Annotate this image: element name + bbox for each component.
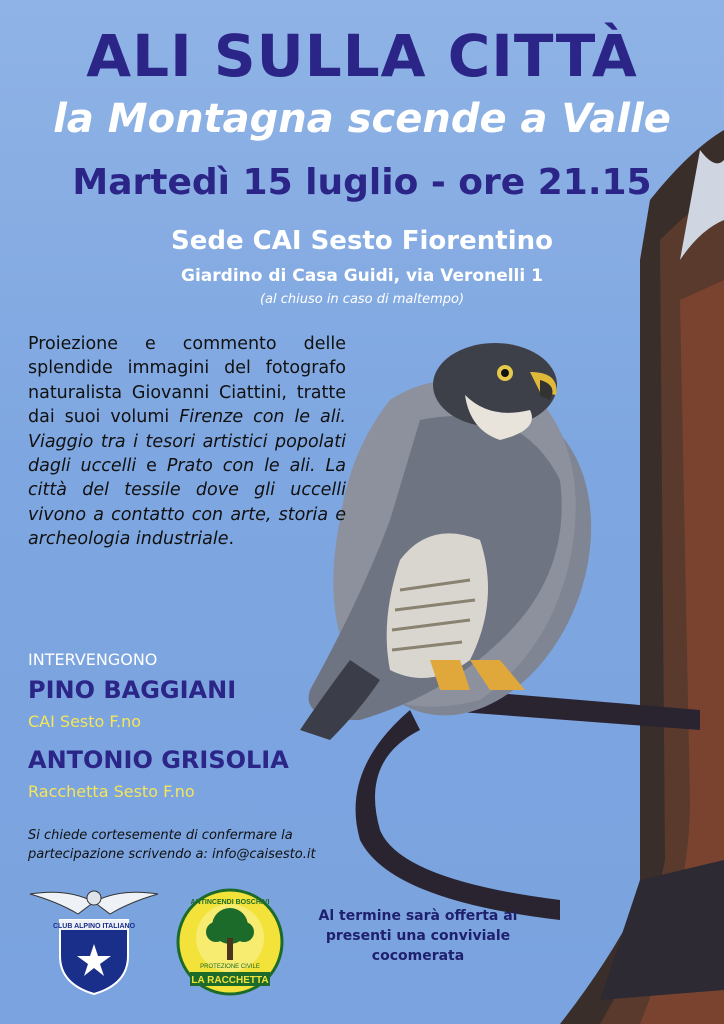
venue-address: Giardino di Casa Guidi, via Veronelli 1 <box>181 266 543 286</box>
venue-name: Sede CAI Sesto Fiorentino <box>171 226 553 256</box>
event-description <box>28 332 346 552</box>
speaker-org: Racchetta Sesto F.no <box>28 782 195 801</box>
speakers-heading: INTERVENGONO <box>28 650 158 669</box>
racchetta-bottom-text: LA RACCHETTA <box>191 975 269 986</box>
description-text: e <box>136 456 167 477</box>
poster-subtitle: la Montagna scende a Valle <box>53 96 671 142</box>
speaker-name: PINO BAGGIANI <box>28 676 237 704</box>
book-title-firenze: Firenze con le ali. Viaggio tra i tesori artistici popolati dagli uccelli <box>28 407 346 477</box>
book-title-prato: Prato con le ali. La città del tessile dove gli uccelli vivono a contatto con arte, storia e archeologia industriale <box>28 456 346 550</box>
racchetta-logo <box>176 888 284 996</box>
description-text: Proiezione e commento delle splendide immagini del fotografo naturalista Giovanni Ciattini, tratte dai suoi volumi <box>28 334 346 428</box>
rsvp-note: Si chiede cortesemente di confermare la partecipazione scrivendo a: info@caisesto.it <box>28 828 316 862</box>
venue-note: (al chiuso in caso di maltempo) <box>259 292 465 307</box>
cai-logo-text: CLUB ALPINO ITALIANO <box>52 923 136 930</box>
event-date: Martedì 15 luglio - ore 21.15 <box>72 162 652 203</box>
poster-title: ALI SULLA CITTÀ <box>86 22 638 90</box>
racchetta-mid-text: PROTEZIONE CIVILE <box>200 964 260 970</box>
closing-note: Al termine sarà offerta ai presenti una conviviale cocomerata <box>318 908 518 964</box>
speaker-name: ANTONIO GRISOLIA <box>28 746 289 774</box>
racchetta-top-text: ANTINCENDI BOSCHIVI <box>190 899 270 906</box>
description-text: . <box>228 529 235 550</box>
speaker-org: CAI Sesto F.no <box>28 712 142 731</box>
cai-logo <box>28 884 160 996</box>
